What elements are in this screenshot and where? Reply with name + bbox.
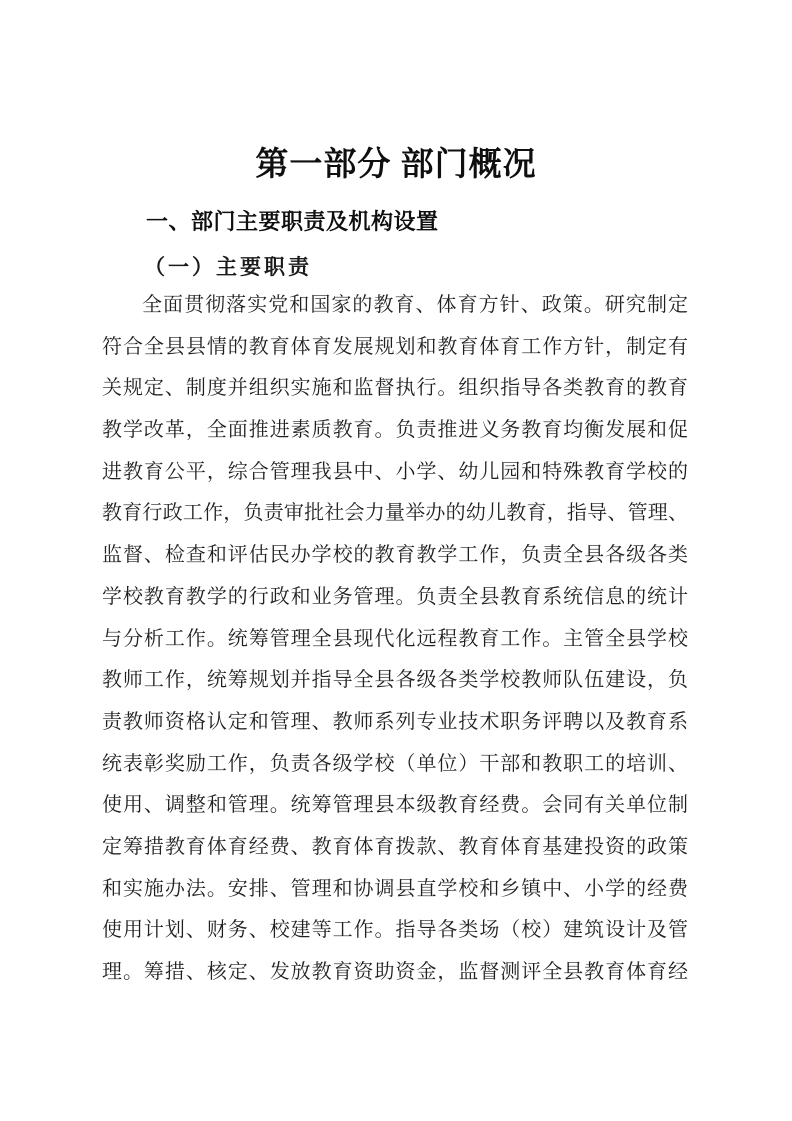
body-line: 教育行政工作，负责审批社会力量举办的幼儿教育，指导、管理、 xyxy=(102,502,688,525)
document-title: 第一部分 部门概况 xyxy=(255,147,537,183)
body-line: 关规定、制度并组织实施和监督执行。组织指导各类教育的教育 xyxy=(102,377,688,400)
subsection-heading: （一）主要职责 xyxy=(144,255,312,279)
body-line: 符合全县县情的教育体育发展规划和教育体育工作方针，制定有 xyxy=(102,335,688,358)
body-line: 责教师资格认定和管理、教师系列专业技术职务评聘以及教育系 xyxy=(102,710,688,733)
body-line: 监督、检查和评估民办学校的教育教学工作，负责全县各级各类 xyxy=(102,544,688,567)
body-paragraph xyxy=(102,285,688,994)
body-line: 与分析工作。统筹管理全县现代化远程教育工作。主管全县学校 xyxy=(102,627,688,650)
body-line: 使用计划、财务、校建等工作。指导各类场（校）建筑设计及管 xyxy=(102,919,688,942)
body-line: 全面贯彻落实党和国家的教育、体育方针、政策。研究制定 xyxy=(142,294,688,316)
body-line: 理。筹措、核定、发放教育资助资金，监督测评全县教育体育经 xyxy=(102,961,688,983)
body-line: 定筹措教育体育经费、教育体育拨款、教育体育基建投资的政策 xyxy=(102,835,688,858)
section-heading: 一、部门主要职责及机构设置 xyxy=(146,209,439,234)
body-line: 使用、调整和管理。统筹管理县本级教育经费。会同有关单位制 xyxy=(102,794,688,817)
body-line: 学校教育教学的行政和业务管理。负责全县教育系统信息的统计 xyxy=(102,585,688,608)
body-line: 和实施办法。安排、管理和协调县直学校和乡镇中、小学的经费 xyxy=(102,877,688,900)
body-line: 教师工作，统筹规划并指导全县各级各类学校教师队伍建设，负 xyxy=(102,669,688,692)
body-line: 进教育公平，综合管理我县中、小学、幼儿园和特殊教育学校的 xyxy=(102,460,688,483)
body-line: 教学改革，全面推进素质教育。负责推进义务教育均衡发展和促 xyxy=(102,419,688,442)
body-line: 统表彰奖励工作，负责各级学校（单位）干部和教职工的培训、 xyxy=(102,752,688,775)
